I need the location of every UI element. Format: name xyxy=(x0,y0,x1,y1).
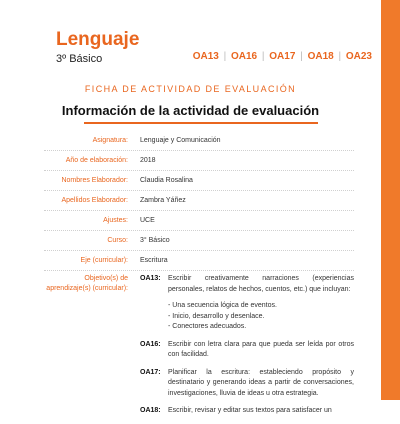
field-row-ano xyxy=(44,151,354,171)
objective-item xyxy=(140,340,354,361)
field-label: Nombres Elaborador: xyxy=(61,177,128,184)
field-row-asignatura xyxy=(44,131,354,151)
field-value: Escritura xyxy=(140,257,168,264)
grade-label: 3º Básico xyxy=(56,53,103,65)
objective-code: OA13: xyxy=(140,275,161,282)
objective-code: OA16: xyxy=(140,340,161,348)
field-label: Año de elaboración: xyxy=(65,157,128,164)
oa-separator: | xyxy=(300,51,303,62)
oa-code: OA18 xyxy=(307,51,334,62)
field-row-ajustes xyxy=(44,211,354,231)
field-label: Eje (curricular): xyxy=(80,257,128,264)
oa-code: OA23 xyxy=(345,51,372,62)
objectives-list xyxy=(136,274,354,424)
objective-item xyxy=(140,274,354,333)
field-value: UCE xyxy=(140,217,155,224)
objective-item xyxy=(140,406,354,417)
form-kicker: FICHA DE ACTIVIDAD DE EVALUACIÓN xyxy=(84,84,297,94)
field-value: Claudia Rosalina xyxy=(140,177,193,184)
field-label: Apellidos Elaborador: xyxy=(61,197,128,204)
objective-text: Escribir con letra clara para que pueda ser leída por otros con facilidad. xyxy=(168,340,354,358)
objectives-row xyxy=(44,271,354,424)
oa-code: OA17 xyxy=(269,51,296,62)
oa-separator: | xyxy=(338,51,342,62)
bullet-item: - Una secuencia lógica de eventos. xyxy=(168,301,354,312)
oa-separator: | xyxy=(261,51,265,62)
field-row-curso xyxy=(44,231,354,251)
orange-side-bar xyxy=(381,0,400,400)
info-table xyxy=(44,131,354,424)
oa-code: OA16 xyxy=(230,51,258,62)
objective-text: Escribir creativamente narraciones (experiencias personales, relatos de hechos, cuentos, etc.) que incluyan: xyxy=(168,275,354,293)
field-value: 3° Básico xyxy=(140,237,170,244)
field-label: Asignatura: xyxy=(92,137,128,144)
objective-item xyxy=(140,368,354,400)
section-heading: Información de la actividad de evaluación xyxy=(61,103,320,118)
objective-code: OA18: xyxy=(140,407,161,414)
field-value: Zambra Yáñez xyxy=(140,197,186,204)
heading-underline xyxy=(84,122,318,124)
field-row-apellidos xyxy=(44,191,354,211)
objective-bullets xyxy=(168,301,354,333)
field-row-eje xyxy=(44,251,354,271)
bullet-item: - Conectores adecuados. xyxy=(168,322,354,333)
oa-code: OA13 xyxy=(192,51,219,62)
field-label: Curso: xyxy=(107,237,128,244)
field-row-nombres xyxy=(44,171,354,191)
oa-separator: | xyxy=(223,51,227,62)
objective-text: Escribir, revisar y editar sus textos para satisfacer un xyxy=(168,407,332,414)
field-value: Lenguaje y Comunicación xyxy=(140,137,221,144)
field-label: Ajustes: xyxy=(103,217,128,224)
oa-code-list xyxy=(193,51,372,62)
bullet-item: - Inicio, desarrollo y desenlace. xyxy=(168,312,354,323)
objectives-label: Objetivo(s) de aprendizaje(s) (curricular): xyxy=(46,275,128,292)
field-value: 2018 xyxy=(140,157,156,164)
objective-text: Planificar la escritura: estableciendo propósito y destinatario y generando ideas a partir de conversaciones, investigaciones, lluvia de ideas u otra estrategia. xyxy=(168,368,354,397)
subject-title: Lenguaje xyxy=(56,29,140,50)
objective-code: OA17: xyxy=(140,368,161,376)
